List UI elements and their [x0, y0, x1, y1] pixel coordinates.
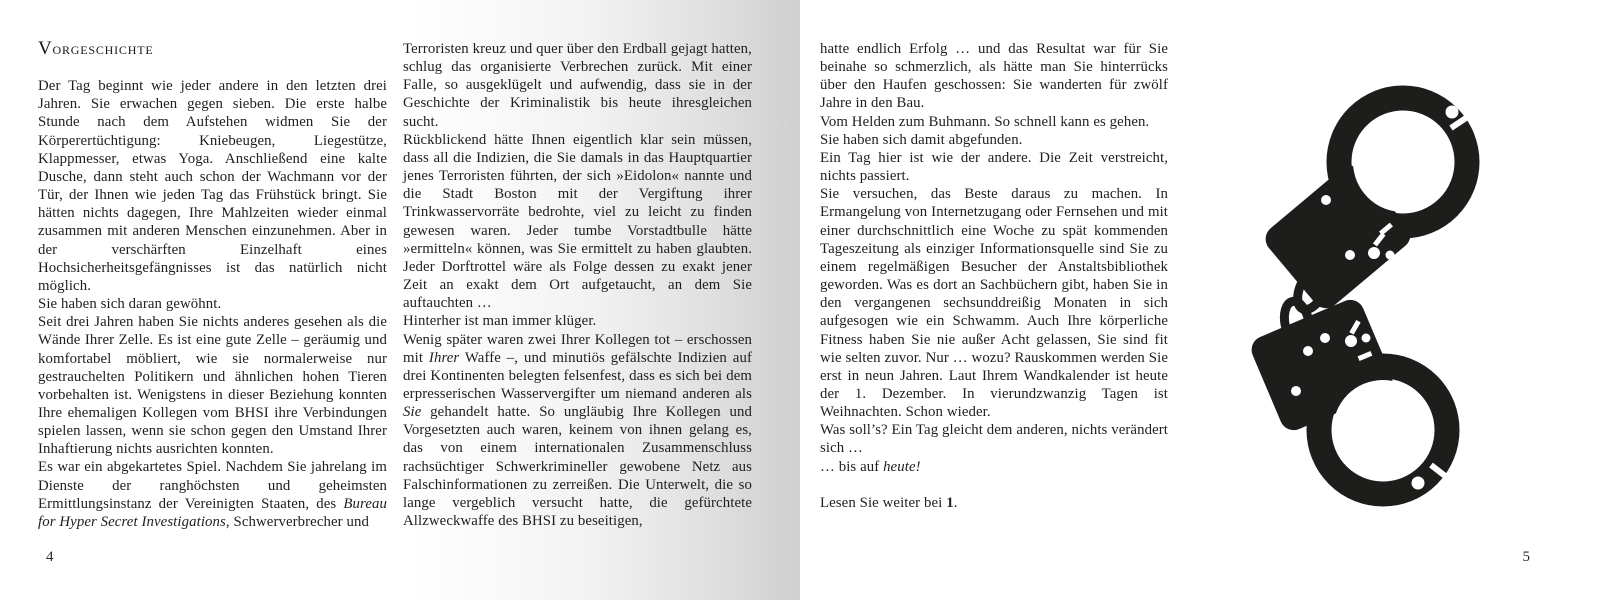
paragraph [403, 331, 752, 531]
italic-title: Bureau for Hyper Secret Investigations [38, 495, 387, 530]
text-segment: … bis auf [820, 458, 884, 475]
paragraph: Was soll’s? Ein Tag gleicht dem anderen, nichts verändert sich … [820, 422, 1168, 457]
paragraph: Sie haben sich daran gewöhnt. [38, 296, 222, 313]
text-segment: Waffe –, und minutiös gefälschte Indizien auf drei Kontinenten belegten felsenfest, dass es sich bei dem erpresserischen Wasservergifter um niemand anderen als [403, 349, 752, 402]
text-segment: Es war ein abgekartetes Spiel. Nachdem Sie jahrelang im Dienste der ranghöchsten und geheimsten Ermittlungsinstanz der Vereinigten Staaten, des [38, 459, 387, 512]
page-number-right: 5 [1522, 549, 1530, 565]
continue-reading-note [820, 494, 1168, 512]
text-segment: gehandelt hatte. So ungläubig Ihre Kollegen und Vorgesetzten auch waren, keinem von ihnen gelang es, das von einem internationalen Zusammenschluss rachsüchtiger Schwerkrimineller gewobene Netz aus Falschinformationen zu zerreißen. Die Unterwelt, die so lange vergeblich versucht hatte, die gefürchtete Allzweckwaffe des BHSI zu beseitigen, [403, 404, 752, 530]
italic-emphasis: Sie [403, 404, 422, 421]
left-column-2 [403, 40, 752, 530]
paragraph: Seit drei Jahren haben Sie nichts anderes gesehen als die Wände Ihrer Zelle. Es ist eine gute Zelle – geräumig und komfortabel möbliert, wie sie normalerweise nur gestrauchelten Politikern und ähnlichen hohen Tieren vorbehalten ist. Wenigstens in dieser Beziehung konnten Ihre ehemaligen Kollegen vom BHSI ihre Verbindungen spielen lassen, wenn sie schon gegen den Umstand Ihrer Inhaftierung nichts ausrichten konnten. [38, 314, 387, 458]
right-column [820, 40, 1168, 512]
italic-emphasis: Ihrer [428, 349, 460, 366]
paragraph: Sie haben sich damit abgefunden. [820, 131, 1023, 148]
left-column-1 [38, 40, 387, 531]
text-segment: Wenig später waren zwei Ihrer Kollegen tot – erschossen mit [403, 331, 752, 366]
paragraph: Sie versuchen, das Beste daraus zu machen. In Ermangelung von Internetzugang oder Fernsehen und mit einer durchschnittlich eine Woche zu spät kommenden Tageszeitung als einziger Informationsquelle sind Sie zu einem regelmäßigen Besucher der Anstaltsbibliothek geworden. Was es dort an Sachbüchern gibt, haben Sie in den vergangenen sechsunddreißig Monaten in sich aufgesogen wie ein Schwamm. Auch Ihre körperliche Fitness haben Sie nie außer Acht gelassen, Sie sind fit wie selten zuvor. Nur … wozu? Rauskommen werden Sie erst in neun Jahren. Laut Ihrem Wandkalender ist heute der 1. Dezember. In vierundzwanzig Tagen ist Weihnachten. Schon wieder. [820, 186, 1168, 421]
chapter-heading: Vorgeschichte [38, 38, 154, 59]
paragraph [820, 458, 1168, 476]
paragraph: Hinterher ist man immer klüger. [403, 313, 597, 330]
page-number-left: 4 [46, 549, 54, 565]
paragraph: hatte endlich Erfolg … und das Resultat war für Sie beinahe so schmerzlich, als hätte man Sie hinterrücks über den Haufen geschossen: Sie wanderten für zwölf Jahre in den Bau. [820, 41, 1168, 112]
paragraph: Der Tag beginnt wie jeder andere in den letzten drei Jahren. Sie erwachen gegen sieben. Die erste halbe Stunde nach dem Aufstehen widmen Sie der Körperertüchtigung: Kniebeugen, Liegestütze, Klappmesser, etwas Yoga. Anschließend eine kalte Dusche, dann steht auch schon der Wachmann vor der Tür, der Ihnen wie jeden Tag das Frühstück bringt. Sie hätten nichts dagegen, Ihre Mahlzeiten wieder einmal zusammen mit anderen Menschen einzunehmen. Aber in der verschärften Einzelhaft eines Hochsicherheitsgefängnisses ist das natürlich nicht möglich. [38, 78, 387, 294]
paragraph: Vom Helden zum Buhmann. So schnell kann es gehen. [820, 113, 1150, 130]
paragraph: Rückblickend hätte Ihnen eigentlich klar sein müssen, dass all die Indizien, die Sie damals in das Hauptquartier jenes Terroristen führten, der sich »Eidolon« nannte und die Stadt Boston mit der Vergiftung ihrer Trinkwasservorräte bedrohte, viel zu leicht zu finden gewesen waren. Jeder tumbe Vorstadtbulle hätte »ermitteln« können, was Sie ermittelt zu haben glaubten. Jeder Dorftrottel wäre als Folge dessen zu exakt jener Zeit an exakt dem Ort aufgetaucht, an dem Sie auftauchten … [403, 131, 752, 312]
page-right [800, 0, 1600, 600]
paragraph: Ein Tag hier ist wie der andere. Die Zeit verstreicht, nichts passiert. [820, 149, 1168, 185]
text-segment: . [953, 494, 958, 511]
handcuffs-illustration [1240, 55, 1560, 525]
paragraph: Terroristen kreuz und quer über den Erdball gejagt hatten, schlug das organisierte Verbrechen zurück. Mit einer Falle, so ausgeklügelt und aufwendig, dass sie in der Geschichte der Kriminalistik bis heute ihresgleichen sucht. [403, 41, 752, 130]
text-segment: Lesen Sie weiter bei [820, 494, 947, 511]
paragraph [38, 458, 387, 531]
section-number: 1 [946, 494, 954, 511]
text-segment: , Schwerverbrecher und [225, 513, 370, 530]
italic-emphasis: heute! [883, 458, 921, 475]
